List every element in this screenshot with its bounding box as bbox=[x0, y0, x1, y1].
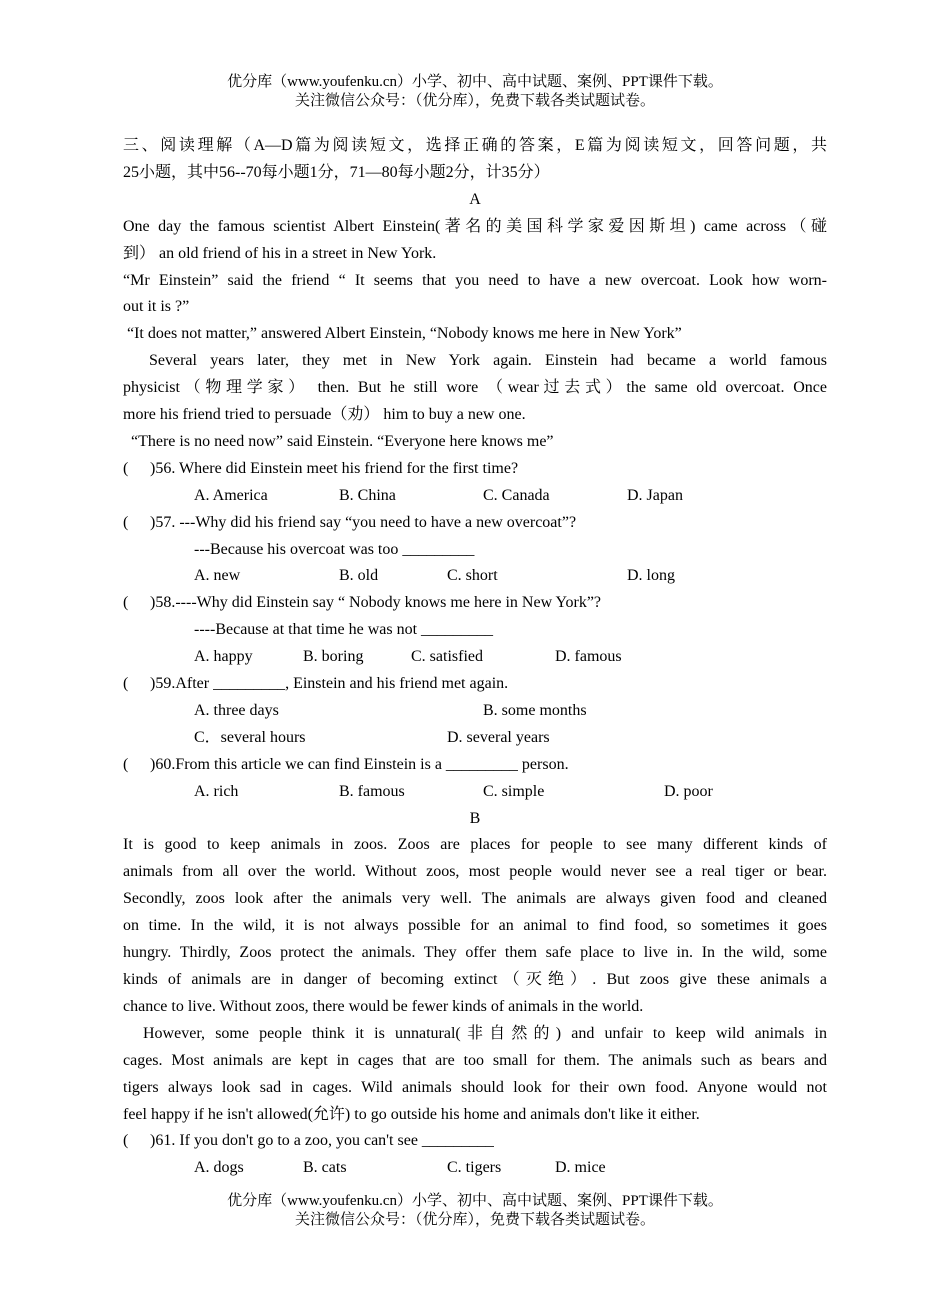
passage-b-line: feel happy if he isn't allowed(允许) to go outside his home and animals don't like it either. bbox=[123, 1105, 700, 1123]
option-d: D. poor bbox=[664, 782, 713, 800]
option-d: D. Japan bbox=[627, 486, 683, 504]
question-57 bbox=[123, 510, 827, 537]
passage-a-line: One day the famous scientist Albert Einstein(著名的美国科学家爱因斯坦) came across（碰 bbox=[123, 217, 827, 235]
question-56-options bbox=[123, 483, 827, 510]
option-b: B. China bbox=[339, 486, 396, 504]
passage-a-line: more his friend tried to persuade（劝） him to buy a new one. bbox=[123, 406, 526, 424]
question-text: )57. ---Why did his friend say “you need to have a new overcoat”? bbox=[150, 513, 577, 531]
answer-blank[interactable]: ( bbox=[123, 459, 129, 477]
option-a: A. happy bbox=[194, 648, 253, 666]
passage-b-line: on time. In the wild, it is not always possible for an animal to find food, so sometimes it goes bbox=[123, 917, 827, 935]
option-a: A. America bbox=[194, 486, 268, 504]
question-56 bbox=[123, 456, 827, 483]
passage-b-line: hungry. Thirdly, Zoos protect the animals. They offer them safe place to live in. In the wild, some bbox=[123, 944, 827, 962]
question-58 bbox=[123, 590, 827, 617]
answer-blank[interactable]: ( bbox=[123, 594, 129, 612]
section-title-line-1: 三、阅读理解（A—D篇为阅读短文，选择正确的答案，E篇为阅读短文，回答问题，共 bbox=[123, 137, 827, 154]
option-b: B. famous bbox=[339, 782, 405, 800]
question-text: )61. If you don't go to a zoo, you can't see _________ bbox=[150, 1132, 494, 1150]
option-b: B. boring bbox=[303, 648, 364, 666]
passage-b-line: chance to live. Without zoos, there would be fewer kinds of animals in the world. bbox=[123, 997, 644, 1015]
question-60 bbox=[123, 752, 827, 779]
option-b: B. some months bbox=[483, 701, 587, 719]
answer-blank[interactable]: ( bbox=[123, 513, 129, 531]
passage-b-heading: B bbox=[469, 809, 481, 827]
passage-a-line: 到） an old friend of his in a street in New York. bbox=[123, 244, 437, 262]
question-text: )56. Where did Einstein meet his friend for the first time? bbox=[150, 459, 519, 477]
section-title-line-2: 25小题，其中56--70每小题1分，71—80每小题2分，计35分） bbox=[123, 163, 550, 181]
option-d: D. famous bbox=[555, 648, 622, 666]
footer-line-2: 关注微信公众号：（优分库），免费下载各类试题试卷。 bbox=[294, 1212, 655, 1228]
option-a: A. rich bbox=[194, 782, 239, 800]
passage-b-line: It is good to keep animals in zoos. Zoos are places for people to see many different kinds of bbox=[123, 836, 827, 854]
question-text: )60.From this article we can find Einstein is a _________ person. bbox=[150, 755, 569, 773]
option-c: C. simple bbox=[483, 782, 545, 800]
question-61-options bbox=[123, 1155, 827, 1182]
option-b: B. old bbox=[339, 567, 379, 585]
question-57-options bbox=[123, 563, 827, 590]
option-d: D. long bbox=[627, 567, 675, 585]
option-d: D. mice bbox=[555, 1159, 606, 1177]
document-body bbox=[123, 133, 827, 1182]
option-c: C. Canada bbox=[483, 486, 550, 504]
passage-a-line: “Mr Einstein” said the friend “ It seems that you need to have a new overcoat. Look how worn- bbox=[123, 271, 827, 289]
option-c: C．several hours bbox=[194, 728, 306, 746]
passage-a-line: out it is ?” bbox=[123, 298, 190, 316]
question-60-options bbox=[123, 779, 827, 806]
question-text: )59.After _________, Einstein and his friend met again. bbox=[150, 675, 509, 693]
passage-a-heading: A bbox=[469, 190, 481, 208]
passage-a-line: physicist（物理学家） then. But he still wore （wear过去式）the same old overcoat. Once bbox=[123, 379, 827, 397]
answer-blank[interactable]: ( bbox=[123, 1132, 129, 1150]
question-59-options-row-2 bbox=[123, 725, 827, 752]
page-footer bbox=[0, 1192, 950, 1230]
header-line-1: 优分库（www.youfenku.cn）小学、初中、高中试题、案例、PPT课件下载。 bbox=[227, 74, 723, 90]
question-58-sub: ----Because at that time he was not _________ bbox=[194, 621, 494, 639]
passage-b-line: tigers always look sad in cages. Wild animals should look for their own food. Anyone would not bbox=[123, 1078, 827, 1096]
option-a: A. dogs bbox=[194, 1159, 244, 1177]
question-58-options bbox=[123, 644, 827, 671]
option-d: D. several years bbox=[447, 728, 550, 746]
option-a: A. three days bbox=[194, 701, 279, 719]
option-a: A. new bbox=[194, 567, 241, 585]
page-header bbox=[0, 73, 950, 111]
passage-b-line: Secondly, zoos look after the animals very well. The animals are always given food and cleaned bbox=[123, 890, 827, 908]
option-c: C. tigers bbox=[447, 1159, 502, 1177]
passage-b-line: kinds of animals are in danger of becoming extinct（灭绝）. But zoos give these animals a bbox=[123, 971, 827, 988]
question-57-sub: ---Because his overcoat was too _________ bbox=[194, 540, 475, 558]
passage-a-line: “It does not matter,” answered Albert Einstein, “Nobody knows me here in New York” bbox=[127, 325, 682, 343]
option-c: C. satisfied bbox=[411, 648, 483, 666]
passage-a-line: “There is no need now” said Einstein. “Everyone here knows me” bbox=[131, 432, 554, 450]
question-text: )58.----Why did Einstein say “ Nobody knows me here in New York”? bbox=[150, 594, 602, 612]
question-59-options-row-1 bbox=[123, 698, 827, 725]
passage-b-line: However, some people think it is unnatural(非自然的) and unfair to keep wild animals in bbox=[143, 1024, 827, 1042]
option-c: C. short bbox=[447, 567, 498, 585]
question-61 bbox=[123, 1128, 827, 1155]
passage-b-line: cages. Most animals are kept in cages that are too small for them. The animals such as bears and bbox=[123, 1051, 827, 1069]
answer-blank[interactable]: ( bbox=[123, 755, 129, 773]
header-line-2: 关注微信公众号：（优分库），免费下载各类试题试卷。 bbox=[294, 93, 655, 109]
passage-b-line: animals from all over the world. Without zoos, most people would never see a real tiger or bear. bbox=[123, 863, 827, 881]
answer-blank[interactable]: ( bbox=[123, 675, 129, 693]
passage-a-line: Several years later, they met in New York again. Einstein had became a world famous bbox=[149, 352, 827, 370]
question-59 bbox=[123, 671, 827, 698]
option-b: B. cats bbox=[303, 1159, 347, 1177]
footer-line-1: 优分库（www.youfenku.cn）小学、初中、高中试题、案例、PPT课件下载。 bbox=[227, 1193, 723, 1209]
